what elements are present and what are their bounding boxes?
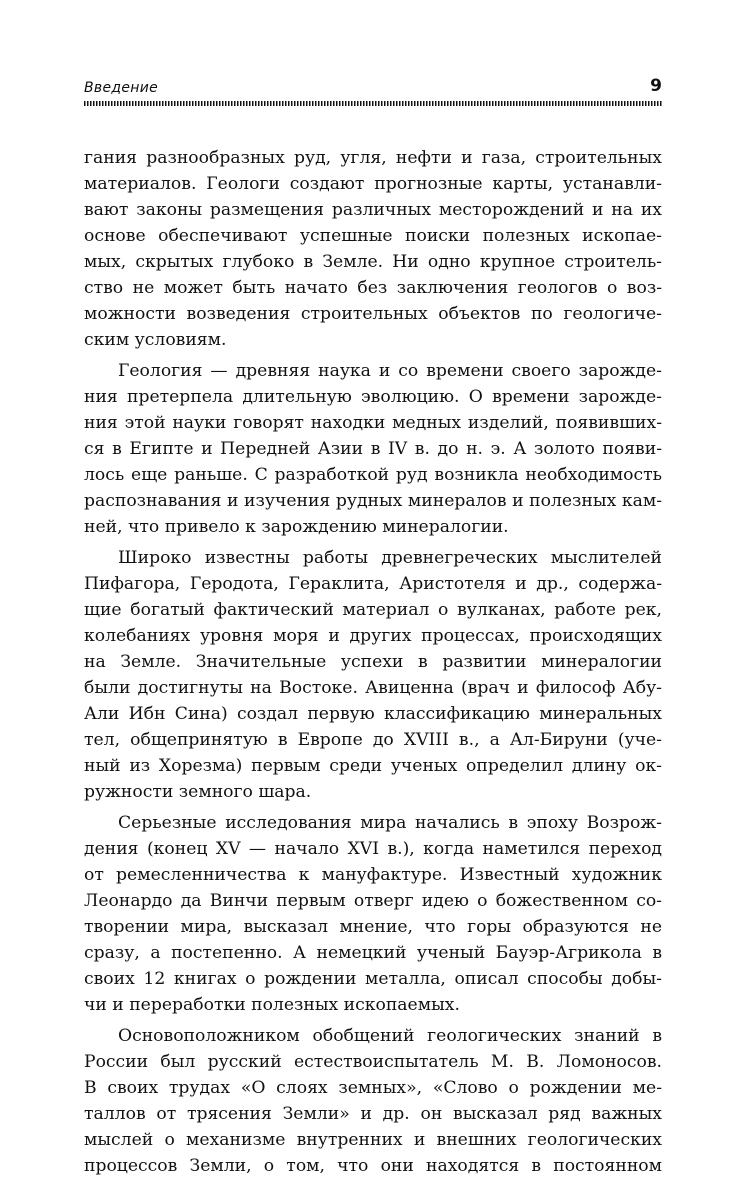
text-line: гания разнообразных руд, угля, нефти и газа, строительных bbox=[84, 148, 662, 168]
text-line: материалов. Геологи создают прогнозные карты, устанавли- bbox=[84, 174, 662, 194]
text-line: Широко известны работы древнегреческих мыслителей bbox=[118, 548, 662, 568]
text-line: своих 12 книгах о рождении металла, описал способы добы- bbox=[84, 969, 662, 989]
text-line: таллов от трясения Земли» и др. он высказал ряд важных bbox=[84, 1104, 662, 1124]
text-line: ния претерпела длительную эволюцию. О времени зарожде- bbox=[84, 387, 662, 407]
text-line: Леонардо да Винчи первым отверг идею о божественном со- bbox=[84, 891, 662, 911]
text-line: ней, что привело к зарождению минералогии. bbox=[84, 517, 509, 537]
page-number: 9 bbox=[650, 76, 662, 96]
text-line: лось еще раньше. С разработкой руд возникла необходимость bbox=[84, 465, 662, 485]
text-line: чи и переработки полезных ископаемых. bbox=[84, 995, 460, 1015]
text-line: Серьезные исследования мира начались в эпоху Возрож- bbox=[118, 813, 662, 833]
text-line: щие богатый фактический материал о вулканах, работе рек, bbox=[84, 600, 662, 620]
text-line: Али Ибн Сина) создал первую классификацию минеральных bbox=[84, 704, 662, 724]
paragraph bbox=[84, 358, 662, 540]
body-text bbox=[84, 145, 662, 1179]
text-line: ским условиям. bbox=[84, 330, 227, 350]
running-head bbox=[84, 76, 662, 100]
text-line: ружности земного шара. bbox=[84, 782, 312, 802]
text-line: мыслей о механизме внутренних и внешних геологических bbox=[84, 1130, 662, 1150]
paragraph bbox=[84, 1023, 662, 1179]
paragraph bbox=[84, 545, 662, 805]
text-line: вают законы размещения различных месторождений и на их bbox=[84, 200, 662, 220]
text-line: тел, общепринятую в Европе до XVIII в., а Ал-Бируни (уче- bbox=[84, 730, 662, 750]
text-line: на Земле. Значительные успехи в развитии минералогии bbox=[84, 652, 662, 672]
text-line: ство не может быть начато без заключения геологов о воз- bbox=[84, 278, 662, 298]
text-line: можности возведения строительных объектов по геологиче- bbox=[84, 304, 662, 324]
text-line: сразу, а постепенно. А немецкий ученый Бауэр-Агрикола в bbox=[84, 943, 662, 963]
text-line: были достигнуты на Востоке. Авиценна (врач и философ Абу- bbox=[84, 678, 662, 698]
header-rule bbox=[84, 101, 662, 106]
text-line: Основоположником обобщений геологических знаний в bbox=[118, 1026, 662, 1046]
text-line: Пифагора, Геродота, Гераклита, Аристотеля и др., содержа- bbox=[84, 574, 662, 594]
text-line: дения (конец XV — начало XVI в.), когда наметился переход bbox=[84, 839, 662, 859]
book-page bbox=[84, 76, 662, 1184]
text-line: ния этой науки говорят находки медных изделий, появивших- bbox=[84, 413, 662, 433]
text-line: ся в Египте и Передней Азии в IV в. до н. э. А золото появи- bbox=[84, 439, 662, 459]
text-line: процессов Земли, о том, что они находятся в постоянном bbox=[84, 1156, 662, 1176]
paragraph bbox=[84, 145, 662, 353]
text-line: колебаниях уровня моря и других процессах, происходящих bbox=[84, 626, 662, 646]
text-line: распознавания и изучения рудных минералов и полезных кам- bbox=[84, 491, 662, 511]
section-title: Введение bbox=[84, 80, 159, 96]
text-line: мых, скрытых глубоко в Земле. Ни одно крупное строитель- bbox=[84, 252, 662, 272]
text-line: творении мира, высказал мнение, что горы образуются не bbox=[84, 917, 662, 937]
text-line: Геология — древняя наука и со времени своего зарожде- bbox=[118, 361, 662, 381]
text-line: основе обеспечивают успешные поиски полезных ископае- bbox=[84, 226, 662, 246]
text-line: ный из Хорезма) первым среди ученых определил длину ок- bbox=[84, 756, 662, 776]
text-line: России был русский естествоиспытатель М. В. Ломоносов. bbox=[84, 1052, 662, 1072]
text-line: от ремесленничества к мануфактуре. Известный художник bbox=[84, 865, 662, 885]
paragraph bbox=[84, 810, 662, 1018]
text-line: В своих трудах «О слоях земных», «Слово о рождении ме- bbox=[84, 1078, 662, 1098]
